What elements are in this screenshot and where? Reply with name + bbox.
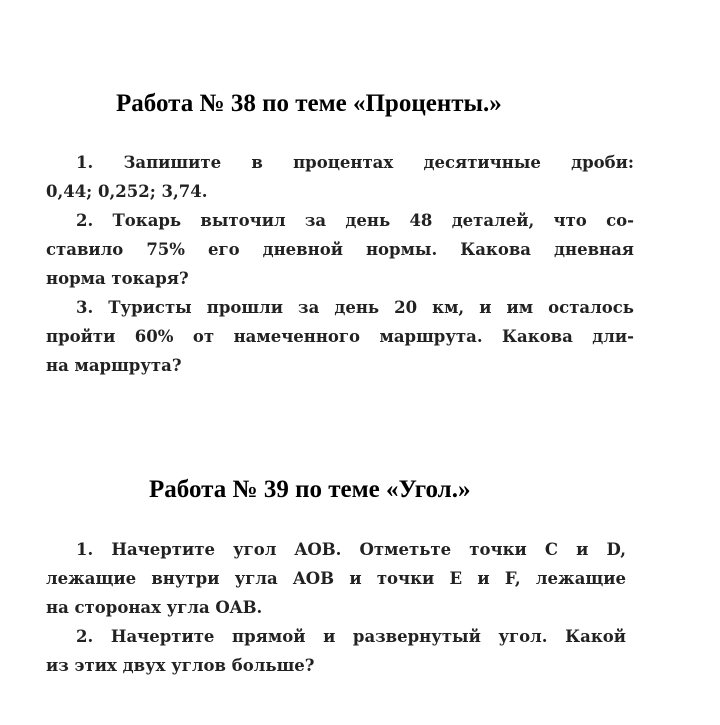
work-38-line: 3. Туристы прошли за день 20 км, и им осталось [76,298,634,317]
work-38-tasks [46,148,634,380]
work-39-tasks [46,535,626,680]
work-39-title: Работа № 39 по теме «Угол.» [149,476,471,503]
work-39-line: 2. Начертите прямой и развернутый угол. Какой [76,627,626,646]
work-39-line: 1. Начертите угол AOB. Отметьте точки C и D, [76,540,626,559]
work-38-line: норма токаря? [46,269,189,288]
work-38-line: 0,44; 0,252; 3,74. [46,182,208,201]
work-39-line: на сторонах угла OAB. [46,598,263,617]
work-38-line: на маршрута? [46,356,182,375]
work-38-line: пройти 60% от намеченного маршрута. Какова дли- [46,327,634,346]
work-39-line: лежащие внутри угла AOB и точки E и F, лежащие [46,569,626,588]
work-38-line: 2. Токарь выточил за день 48 деталей, что со- [76,211,634,230]
work-38-line: ставило 75% его дневной нормы. Какова дневная [46,240,634,259]
work-38-title: Работа № 38 по теме «Проценты.» [116,90,502,117]
work-38-line: 1. Запишите в процентах десятичные дроби: [76,153,634,172]
work-39-line: из этих двух углов больше? [46,656,315,675]
